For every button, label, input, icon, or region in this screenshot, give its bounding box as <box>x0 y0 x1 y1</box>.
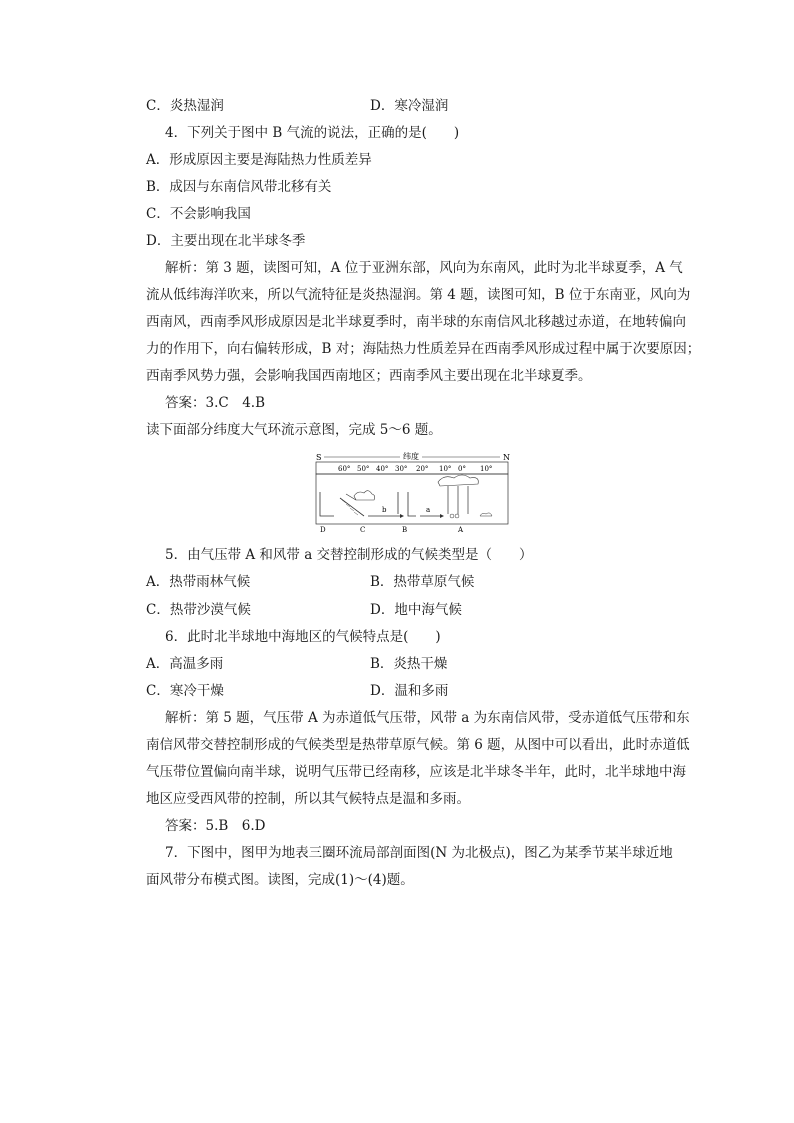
q5-option-a: A．热带雨林气候 <box>146 574 251 590</box>
equator-marker-1 <box>450 514 454 518</box>
diagram-top-label: 纬度 <box>403 452 419 461</box>
q6-option-a: A．高温多雨 <box>146 656 224 672</box>
analysis-34-line-3: 西南风，西南季风形成原因是北半球夏季时，南半球的东南信风北移越过赤道，在地转偏向 <box>146 314 686 330</box>
q6-option-d: D．温和多雨 <box>370 683 449 699</box>
q5-stem: 5．由气压带 A 和风带 a 交替控制形成的气候类型是（ ） <box>165 547 533 563</box>
subtropical-descending-arrows <box>398 492 416 516</box>
q7-line-1: 7．下图中，图甲为地表三圈环流局部剖面图(N 为北极点)，图乙为某季节某半球近地 <box>165 845 673 861</box>
q6-option-c: C．寒冷干燥 <box>146 683 224 699</box>
q4-option-a: A．形成原因主要是海陆热力性质差异 <box>146 152 372 168</box>
q4-option-b: B．成因与东南信风带北移有关 <box>146 179 332 195</box>
small-cloud-right <box>480 513 492 516</box>
wind-b-arrowhead <box>400 514 404 518</box>
tick-label-2: 50° <box>357 465 370 473</box>
wind-label-a: a <box>426 506 431 514</box>
tick-label-1: 60° <box>338 465 351 473</box>
intro-56: 读下面部分纬度大气环流示意图，完成 5～6 题。 <box>146 422 442 438</box>
q7-line-2: 面风带分布模式图。读图，完成(1)～(4)题。 <box>146 872 414 888</box>
analysis-34-line-4: 力的作用下，向右偏转形成，B 对；海陆热力性质差异在西南季风形成过程中属于次要原因； <box>146 341 701 357</box>
q6-option-b: B．炎热干燥 <box>370 656 448 672</box>
q4-stem: 4．下列关于图中 B 气流的说法，正确的是( ) <box>165 125 460 141</box>
front-hatching <box>342 500 358 515</box>
q4-option-c: C．不会影响我国 <box>146 206 251 222</box>
zone-label-c: C <box>360 526 366 534</box>
circulation-frame <box>316 474 508 524</box>
zone-label-b: B <box>402 526 408 534</box>
analysis-56-line-1: 解析：第 5 题，气压带 A 为赤道低气压带，风带 a 为东南信风带，受赤道低气压带和东 <box>165 710 690 726</box>
q5-option-c: C．热带沙漠气候 <box>146 602 251 618</box>
answer-56: 答案：5.B 6.D <box>165 818 266 834</box>
wind-label-b: b <box>382 506 387 514</box>
analysis-34-line-1: 解析：第 3 题，读图可知，A 位于亚洲东部，风向为东南风，此时为北半球夏季，A 气 <box>165 260 683 276</box>
equator-marker-2 <box>455 514 459 518</box>
answer-34: 答案：3.C 4.B <box>165 395 266 411</box>
analysis-34-line-2: 流从低纬海洋吹来，所以气流特征是炎热湿润。第 4 题，读图可知，B 位于东南亚，风向为 <box>146 287 691 303</box>
tick-label-7: 0° <box>458 465 466 473</box>
q5-option-b: B．热带草原气候 <box>370 574 475 590</box>
polar-airflow-arrow <box>320 492 334 516</box>
q5-option-d: D．地中海气候 <box>370 602 462 618</box>
q3-option-c: C．炎热湿润 <box>146 98 224 114</box>
rising-airflow-arrows <box>448 486 468 514</box>
zone-label-a: A <box>458 526 464 534</box>
analysis-56-line-3: 气压带位置偏向南半球，说明气压带已经南移，应该是北半球冬半年，此时，北半球地中海 <box>146 764 686 780</box>
q3-option-d: D．寒冷湿润 <box>370 98 449 114</box>
q4-option-d: D．主要出现在北半球冬季 <box>146 233 306 249</box>
diagram-right-label: N <box>503 453 510 462</box>
q6-stem: 6．此时北半球地中海地区的气候特点是( ) <box>165 629 441 645</box>
atmospheric-circulation-diagram <box>312 452 512 534</box>
zone-label-d: D <box>320 526 326 534</box>
tick-label-8: 10° <box>480 465 493 473</box>
front-slope <box>340 498 364 516</box>
analysis-56-line-2: 南信风带交替控制形成的气候类型是热带草原气候。第 6 题，从图中可以看出，此时赤道低 <box>146 737 690 753</box>
cumulonimbus-cloud <box>438 475 478 486</box>
tick-label-5: 20° <box>416 465 429 473</box>
tick-label-4: 30° <box>395 465 408 473</box>
analysis-34-line-5: 西南季风势力强，会影响我国西南地区；西南季风主要出现在北半球夏季。 <box>146 368 592 384</box>
tick-label-3: 40° <box>376 465 389 473</box>
tick-label-6: 10° <box>439 465 452 473</box>
cloud-shape-left <box>354 491 375 500</box>
analysis-56-line-4: 地区应受西风带的控制，所以其气候特点是温和多雨。 <box>146 791 470 807</box>
wind-a-arrowhead <box>440 514 444 518</box>
diagram-left-label: S <box>316 453 322 462</box>
